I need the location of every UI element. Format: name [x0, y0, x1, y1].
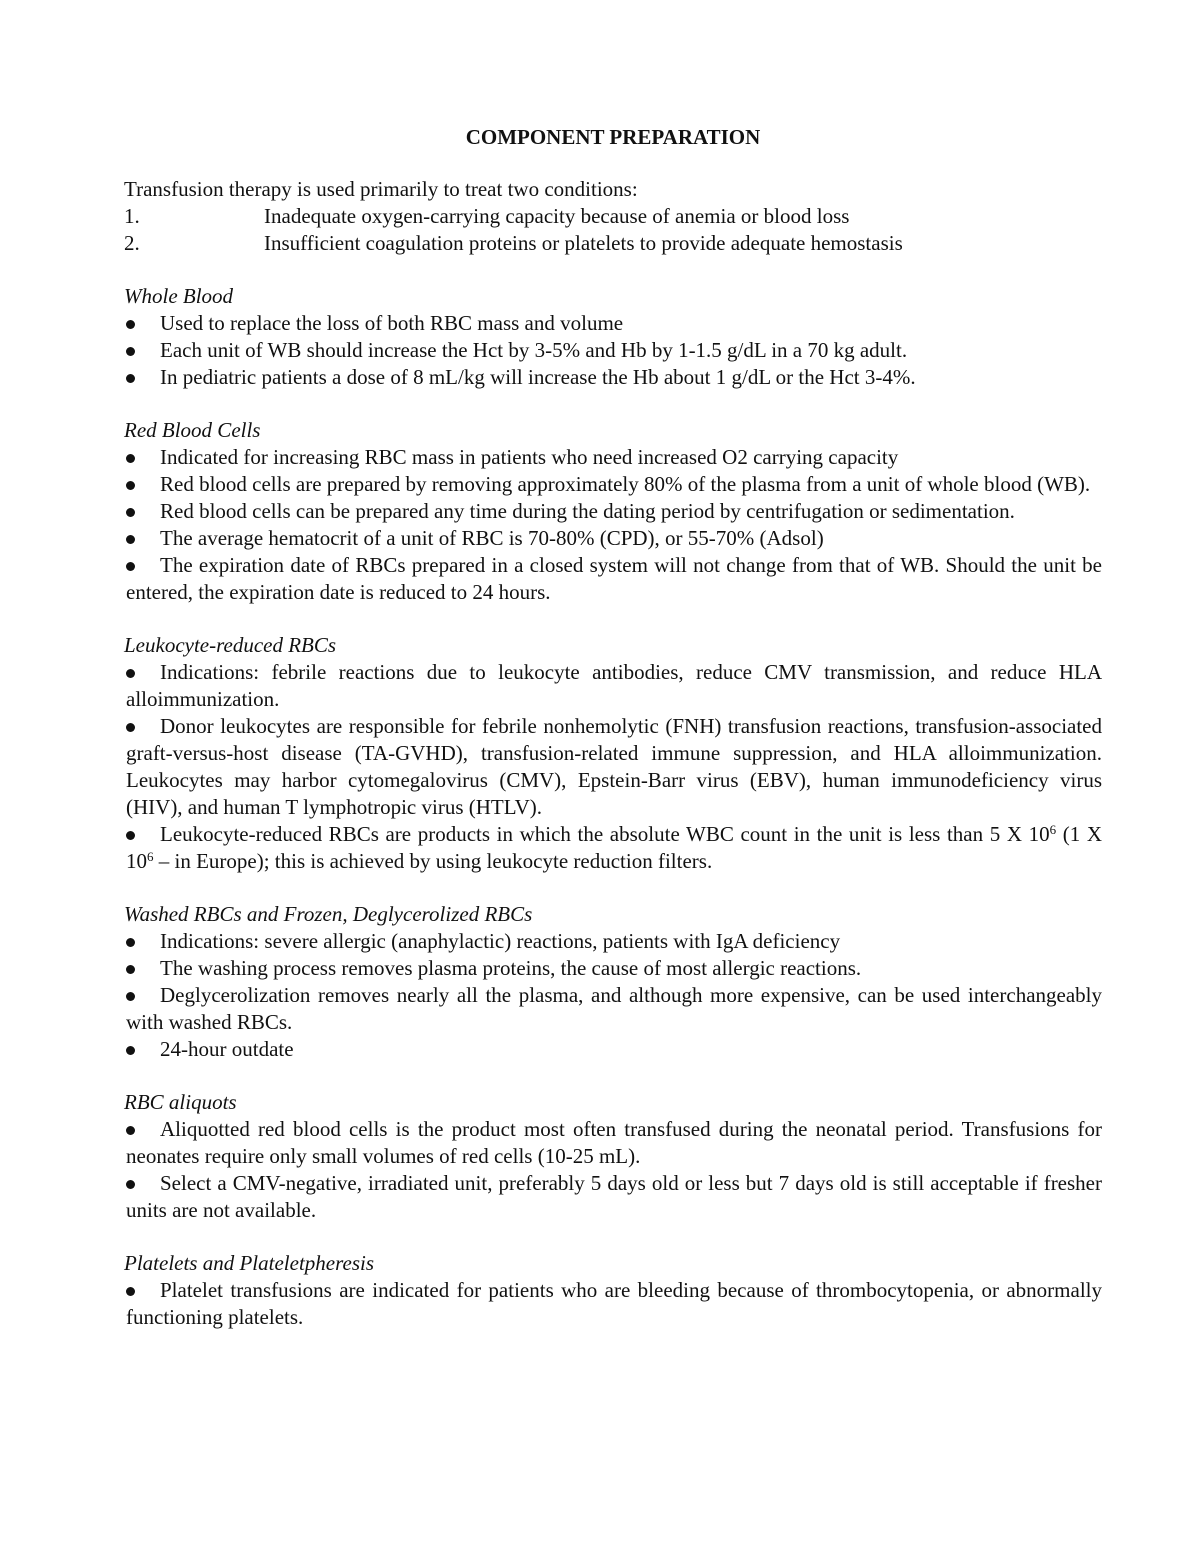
superscript: 6	[147, 849, 154, 864]
list-item	[124, 1116, 1102, 1170]
bullet-list	[124, 659, 1102, 875]
list-item	[124, 310, 1102, 337]
list-item	[124, 203, 1102, 230]
bullet-icon	[126, 562, 135, 571]
bullet-text: In pediatric patients a dose of 8 mL/kg will increase the Hb about 1 g/dL or the Hct 3-4%.	[160, 365, 916, 389]
bullet-text: Aliquotted red blood cells is the product most often transfused during the neonatal period. Transfusions for neonates require only small volumes of red cells (10-25 mL).	[126, 1117, 1102, 1168]
list-item	[124, 525, 1102, 552]
bullet-list	[124, 928, 1102, 1063]
bullet-list	[124, 310, 1102, 391]
section-heading: RBC aliquots	[124, 1090, 237, 1114]
bullet-text: Indications: febrile reactions due to leukocyte antibodies, reduce CMV transmission, and reduce HLA alloimmunization.	[126, 660, 1102, 711]
list-item	[124, 982, 1102, 1036]
bullet-text: The average hematocrit of a unit of RBC is 70-80% (CPD), or 55-70% (Adsol)	[160, 526, 824, 550]
list-item	[124, 230, 1102, 257]
bullet-icon	[126, 374, 135, 383]
list-item	[124, 498, 1102, 525]
bullet-text: Deglycerolization removes nearly all the plasma, and although more expensive, can be used interchangeably with washed RBCs.	[126, 983, 1102, 1034]
bullet-icon	[126, 320, 135, 329]
list-number: 2.	[124, 231, 140, 255]
list-item	[124, 471, 1102, 498]
bullet-icon	[126, 508, 135, 517]
bullet-icon	[126, 669, 135, 678]
text-part: Leukocyte-reduced RBCs are products in which the absolute WBC count in the unit is less than 5 X 10	[160, 822, 1050, 846]
section-rbc-aliquots	[124, 1089, 1102, 1224]
bullet-icon	[126, 965, 135, 974]
bullet-text: Used to replace the loss of both RBC mass and volume	[160, 311, 624, 335]
bullet-icon	[126, 1046, 135, 1055]
bullet-icon	[126, 347, 135, 356]
bullet-text: Donor leukocytes are responsible for febrile nonhemolytic (FNH) transfusion reactions, transfusion-associated graft-versus-host disease (TA-GVHD), transfusion-related immune suppression, and HLA alloimmunization. Leukocytes may harbor cytomegalovirus (CMV), Epstein-Barr virus (EBV), human immunodeficiency virus (HIV), and human T lymphotropic virus (HTLV).	[126, 714, 1102, 819]
conditions-list	[124, 203, 1102, 257]
list-item	[124, 955, 1102, 982]
list-text: Inadequate oxygen-carrying capacity because of anemia or blood loss	[264, 204, 850, 228]
bullet-icon	[126, 1180, 135, 1189]
list-item	[124, 552, 1102, 606]
bullet-text: Select a CMV-negative, irradiated unit, preferably 5 days old or less but 7 days old is still acceptable if fresher units are not available.	[126, 1171, 1102, 1222]
section-washed-rbcs	[124, 901, 1102, 1063]
bullet-list	[124, 444, 1102, 606]
list-item	[124, 713, 1102, 821]
list-item	[124, 337, 1102, 364]
section-heading: Platelets and Plateletpheresis	[124, 1251, 375, 1275]
list-number: 1.	[124, 204, 140, 228]
bullet-icon	[126, 454, 135, 463]
bullet-text	[126, 821, 1102, 875]
bullet-text: Red blood cells are prepared by removing approximately 80% of the plasma from a unit of whole blood (WB).	[160, 472, 1091, 496]
list-item	[124, 928, 1102, 955]
bullet-text: Red blood cells can be prepared any time during the dating period by centrifugation or sedimentation.	[160, 499, 1015, 523]
list-item	[124, 364, 1102, 391]
bullet-icon	[126, 723, 135, 732]
section-heading: Leukocyte-reduced RBCs	[124, 633, 337, 657]
bullet-icon	[126, 1287, 135, 1296]
list-item	[124, 659, 1102, 713]
section-heading: Washed RBCs and Frozen, Deglycerolized RBCs	[124, 902, 533, 926]
bullet-text: The washing process removes plasma proteins, the cause of most allergic reactions.	[160, 956, 862, 980]
section-platelets	[124, 1250, 1102, 1331]
text-part: – in Europe); this is achieved by using leukocyte reduction filters.	[153, 849, 713, 873]
page-title: COMPONENT PREPARATION	[465, 125, 761, 149]
bullet-icon	[126, 1126, 135, 1135]
bullet-text: 24-hour outdate	[160, 1037, 294, 1061]
bullet-list	[124, 1277, 1102, 1331]
bullet-icon	[126, 535, 135, 544]
bullet-text: Indicated for increasing RBC mass in patients who need increased O2 carrying capacity	[160, 445, 899, 469]
section-whole-blood	[124, 283, 1102, 391]
section-leukocyte-reduced	[124, 632, 1102, 875]
section-red-blood-cells	[124, 417, 1102, 606]
text-part: (1 X 10	[126, 822, 1102, 873]
section-heading: Whole Blood	[124, 284, 234, 308]
superscript: 6	[1049, 822, 1057, 837]
bullet-text: Indications: severe allergic (anaphylactic) reactions, patients with IgA deficiency	[160, 929, 841, 953]
intro-lead: Transfusion therapy is used primarily to treat two conditions:	[124, 177, 638, 201]
bullet-text: Platelet transfusions are indicated for patients who are bleeding because of thrombocytopenia, or abnormally functioning platelets.	[126, 1278, 1102, 1329]
bullet-icon	[126, 992, 135, 1001]
list-item	[124, 444, 1102, 471]
bullet-list	[124, 1116, 1102, 1224]
list-item	[124, 1277, 1102, 1331]
list-text: Insufficient coagulation proteins or platelets to provide adequate hemostasis	[264, 231, 903, 255]
bullet-icon	[126, 831, 135, 840]
document-page	[124, 124, 1102, 1331]
list-item	[124, 1170, 1102, 1224]
bullet-icon	[126, 938, 135, 947]
bullet-icon	[126, 481, 135, 490]
section-heading: Red Blood Cells	[124, 418, 261, 442]
bullet-text: Each unit of WB should increase the Hct by 3-5% and Hb by 1-1.5 g/dL in a 70 kg adult.	[160, 338, 908, 362]
bullet-text: The expiration date of RBCs prepared in a closed system will not change from that of WB. Should the unit be entered, the expiration date is reduced to 24 hours.	[126, 553, 1102, 604]
list-item	[124, 1036, 1102, 1063]
list-item	[124, 821, 1102, 875]
